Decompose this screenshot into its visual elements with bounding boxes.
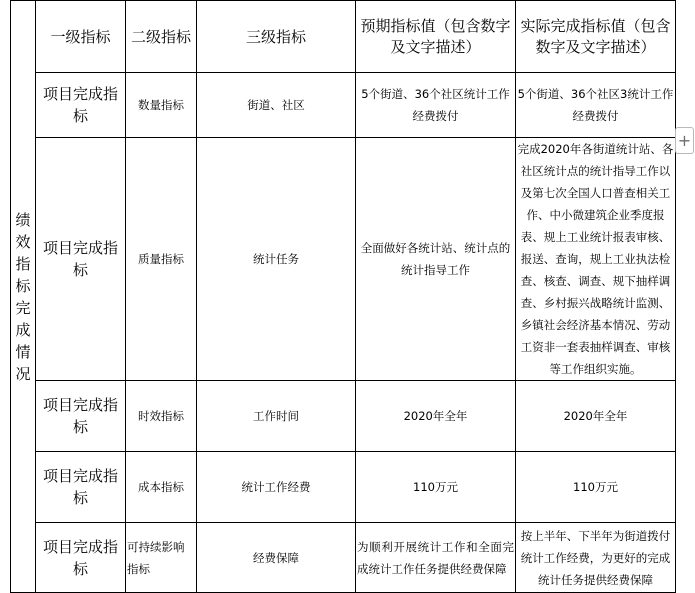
row-level2-cell: 质量指标 [126,138,197,381]
row-level3-cell: 工作时间 [197,381,356,452]
table-row [11,73,676,138]
row-level2-cell: 成本指标 [126,452,197,523]
row-expected-cell: 2020年全年 [356,381,516,452]
row-level1-cell: 项目完成指标 [36,138,126,381]
header-level3: 三级指标 [197,1,356,73]
row-level3-cell: 统计工作经费 [197,452,356,523]
plus-icon: + [677,131,692,150]
section-label: 绩效指标完成情况 [15,210,31,383]
row-level2-cell: 可持续影响指标 [126,523,197,593]
row-expected-cell: 110万元 [356,452,516,523]
row-actual-cell: 完成2020年各街道统计站、各社区统计点的统计指导工作以及第七次全国人口普查相关工作、中小微建筑企业季度报表、规上工业统计报表审核、报送、查询，规上工业执法检查、核查、调查、规下抽样调查、乡村振兴战略统计监测、乡镇社会经济基本情况、劳动工资非一套表抽样调查、审核等工作组织实施。 [516,138,676,381]
row-level3-cell: 经费保障 [197,523,356,593]
row-expected-cell: 5个街道、36个社区统计工作经费拨付 [356,73,516,138]
row-level2-cell: 时效指标 [126,381,197,452]
table-left-border-extension [10,580,11,593]
row-actual-cell: 5个街道、36个社区3统计工作经费拨付 [516,73,676,138]
table-row [11,381,676,452]
row-actual-cell: 2020年全年 [516,381,676,452]
row-level1-cell: 项目完成指标 [36,452,126,523]
row-actual-cell: 110万元 [516,452,676,523]
row-expected-cell: 为顺利开展统计工作和全面完成统计工作任务提供经费保障 [356,523,516,593]
section-label-cell [11,1,36,593]
row-level3-cell: 统计任务 [197,138,356,381]
row-level2-cell: 数量指标 [126,73,197,138]
row-level3-cell: 街道、社区 [197,73,356,138]
table-header-row [11,1,676,73]
performance-indicator-table [10,0,676,593]
expand-button[interactable] [675,127,694,154]
row-actual-cell: 按上半年、下半年为街道拨付统计工作经费，为更好的完成统计任务提供经费保障 [516,523,676,593]
table-row [11,523,676,593]
row-level1-cell: 项目完成指标 [36,73,126,138]
table-row [11,452,676,523]
table-row [11,138,676,381]
row-level1-cell: 项目完成指标 [36,381,126,452]
header-level1: 一级指标 [36,1,126,73]
row-expected-cell: 全面做好各统计站、统计点的统计指导工作 [356,138,516,381]
header-level2: 二级指标 [126,1,197,73]
header-expected-value: 预期指标值（包含数字及文字描述） [356,1,516,73]
header-actual-value: 实际完成指标值（包含数字及文字描述） [516,1,676,73]
row-level1-cell: 项目完成指标 [36,523,126,593]
